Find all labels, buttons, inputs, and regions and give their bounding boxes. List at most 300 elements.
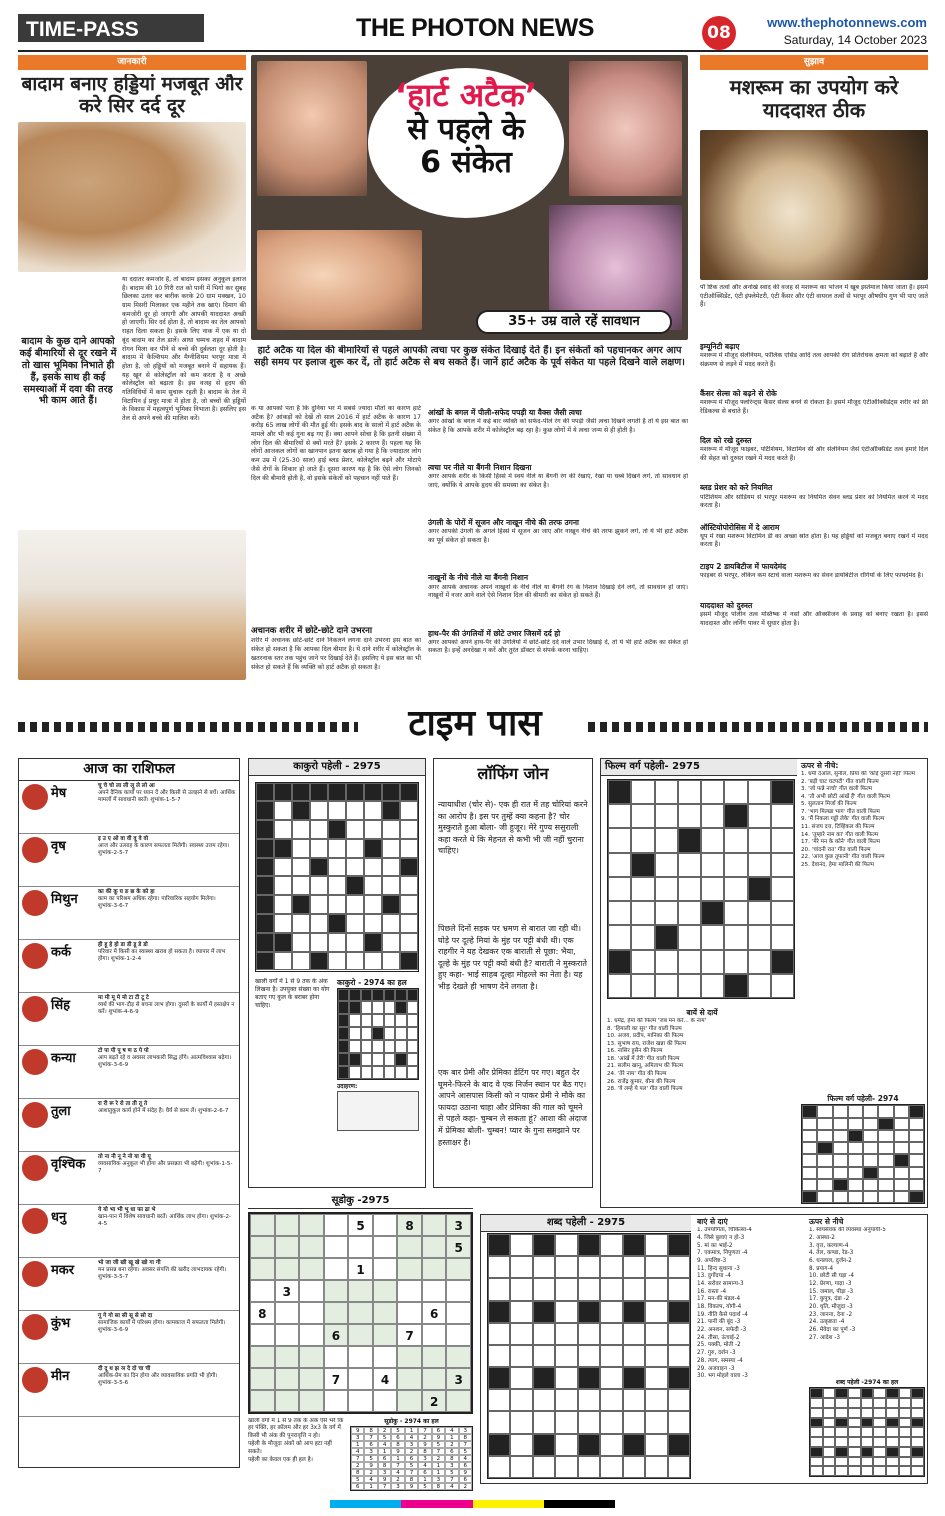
word-answer-cell[interactable] [899,1398,912,1408]
film-answer-cell[interactable] [802,1118,817,1130]
film-cell[interactable] [678,950,701,974]
film-cell[interactable] [771,877,794,901]
film-cell[interactable] [655,950,678,974]
kakuro-cell[interactable] [274,895,292,914]
sudoku-cell[interactable] [299,1302,324,1324]
film-answer-cell[interactable] [894,1179,909,1191]
sudoku-cell[interactable]: 8 [250,1302,275,1324]
kakuro-cell[interactable] [364,858,382,877]
film-cell[interactable] [771,901,794,925]
kakuro-cell[interactable] [328,858,346,877]
kakuro-answer-cell[interactable] [361,1053,372,1066]
word-answer-cell[interactable] [861,1408,874,1418]
film-cell[interactable] [748,828,771,852]
sudoku-cell[interactable] [324,1236,349,1258]
sudoku-cell[interactable]: 5 [446,1236,471,1258]
word-answer-cell[interactable] [835,1398,848,1408]
kakuro-cell[interactable] [328,801,346,820]
film-cell[interactable] [748,780,771,804]
film-answer-cell[interactable] [863,1154,878,1166]
kakuro-cell[interactable] [310,820,328,839]
kakuro-cell[interactable] [310,914,328,933]
film-answer-cell[interactable] [894,1118,909,1130]
word-answer-cell[interactable] [823,1418,836,1428]
word-answer-cell[interactable] [835,1457,848,1467]
sudoku-cell[interactable] [348,1302,373,1324]
sudoku-cell[interactable] [299,1346,324,1368]
film-cell[interactable] [748,853,771,877]
word-cell[interactable] [578,1389,600,1411]
word-cell[interactable] [668,1456,690,1478]
sudoku-cell[interactable] [446,1258,471,1280]
kakuro-cell[interactable] [310,933,328,952]
sudoku-cell[interactable] [250,1390,275,1412]
word-cell[interactable] [645,1411,667,1433]
word-answer-cell[interactable] [873,1408,886,1418]
film-cell[interactable] [608,974,631,998]
word-answer-cell[interactable] [823,1388,836,1398]
kakuro-cell[interactable] [310,801,328,820]
film-cell[interactable] [724,853,747,877]
word-answer-cell[interactable] [810,1457,823,1467]
word-answer-cell[interactable] [823,1427,836,1437]
film-cell[interactable] [724,925,747,949]
word-cell[interactable] [600,1411,622,1433]
word-answer-cell[interactable] [899,1388,912,1398]
word-cell[interactable] [668,1256,690,1278]
film-answer-cell[interactable] [894,1167,909,1179]
kakuro-cell[interactable] [364,876,382,895]
sudoku-cell[interactable] [324,1302,349,1324]
word-cell[interactable] [555,1278,577,1300]
kakuro-cell[interactable] [328,952,346,971]
film-cell[interactable] [701,974,724,998]
sudoku-cell[interactable] [324,1390,349,1412]
kakuro-cell[interactable] [310,895,328,914]
film-cell[interactable] [631,950,654,974]
film-cell[interactable] [701,925,724,949]
sudoku-cell[interactable] [373,1390,398,1412]
kakuro-answer-cell[interactable] [349,1066,360,1079]
sudoku-cell[interactable] [348,1280,373,1302]
sudoku-cell[interactable] [275,1390,300,1412]
word-answer-cell[interactable] [911,1427,924,1437]
word-cell[interactable] [510,1256,532,1278]
kakuro-cell[interactable] [274,876,292,895]
word-answer-cell[interactable] [823,1457,836,1467]
word-cell[interactable] [578,1456,600,1478]
film-answer-cell[interactable] [863,1105,878,1117]
kakuro-cell[interactable] [400,933,418,952]
kakuro-cell[interactable] [292,858,310,877]
sudoku-cell[interactable] [373,1236,398,1258]
film-cell[interactable] [631,877,654,901]
word-cell[interactable] [645,1301,667,1323]
film-answer-cell[interactable] [848,1154,863,1166]
word-cell[interactable] [623,1411,645,1433]
word-cell[interactable] [668,1389,690,1411]
kakuro-answer-cell[interactable] [395,1014,406,1027]
film-cell[interactable] [771,853,794,877]
film-cell[interactable] [678,974,701,998]
film-answer-cell[interactable] [909,1154,924,1166]
kakuro-cell[interactable] [274,914,292,933]
film-answer-cell[interactable] [863,1130,878,1142]
sudoku-cell[interactable]: 2 [422,1390,447,1412]
film-cell[interactable] [748,804,771,828]
word-cell[interactable] [533,1456,555,1478]
word-cell[interactable] [645,1434,667,1456]
kakuro-answer-cell[interactable] [395,1066,406,1079]
kakuro-answer-cell[interactable] [372,1066,383,1079]
film-cell[interactable] [701,877,724,901]
kakuro-answer-cell[interactable] [361,1014,372,1027]
word-cell[interactable] [533,1278,555,1300]
film-cell[interactable] [748,901,771,925]
sudoku-cell[interactable] [446,1280,471,1302]
word-cell[interactable] [555,1456,577,1478]
word-answer-cell[interactable] [899,1427,912,1437]
sudoku-cell[interactable] [422,1214,447,1236]
word-cell[interactable] [555,1411,577,1433]
kakuro-answer-cell[interactable] [372,1014,383,1027]
sudoku-cell[interactable]: 7 [397,1324,422,1346]
film-cell[interactable] [655,780,678,804]
kakuro-cell[interactable] [382,933,400,952]
film-answer-cell[interactable] [802,1179,817,1191]
kakuro-answer-cell[interactable] [407,1066,418,1079]
film-answer-cell[interactable] [833,1118,848,1130]
kakuro-answer-cell[interactable] [372,1001,383,1014]
word-answer-cell[interactable] [899,1437,912,1447]
word-cell[interactable] [555,1389,577,1411]
film-cell[interactable] [631,974,654,998]
film-answer-cell[interactable] [878,1191,893,1203]
film-answer-cell[interactable] [817,1130,832,1142]
word-cell[interactable] [600,1256,622,1278]
film-cell[interactable] [608,828,631,852]
sudoku-cell[interactable] [250,1346,275,1368]
sudoku-cell[interactable] [422,1236,447,1258]
word-cell[interactable] [600,1434,622,1456]
word-answer-cell[interactable] [810,1466,823,1476]
word-answer-cell[interactable] [861,1437,874,1447]
word-cell[interactable] [645,1278,667,1300]
word-answer-cell[interactable] [848,1437,861,1447]
sudoku-cell[interactable] [373,1258,398,1280]
word-cell[interactable] [578,1278,600,1300]
kakuro-cell[interactable] [346,914,364,933]
word-answer-cell[interactable] [823,1466,836,1476]
kakuro-answer-cell[interactable] [361,1027,372,1040]
sudoku-cell[interactable] [422,1324,447,1346]
kakuro-cell[interactable] [346,952,364,971]
sudoku-cell[interactable] [373,1302,398,1324]
word-answer-cell[interactable] [899,1447,912,1457]
kakuro-answer-cell[interactable] [384,1066,395,1079]
word-cell[interactable] [533,1389,555,1411]
film-answer-cell[interactable] [802,1154,817,1166]
sudoku-cell[interactable] [446,1390,471,1412]
film-answer-cell[interactable] [848,1167,863,1179]
kakuro-cell[interactable] [400,895,418,914]
word-cell[interactable] [488,1323,510,1345]
sudoku-cell[interactable] [275,1236,300,1258]
word-cell[interactable] [578,1256,600,1278]
sudoku-cell[interactable] [446,1302,471,1324]
film-cell[interactable] [724,828,747,852]
kakuro-cell[interactable] [328,895,346,914]
film-answer-cell[interactable] [863,1191,878,1203]
film-cell[interactable] [678,804,701,828]
word-cell[interactable] [510,1278,532,1300]
word-answer-cell[interactable] [899,1418,912,1428]
film-answer-cell[interactable] [817,1179,832,1191]
film-answer-cell[interactable] [878,1142,893,1154]
word-answer-cell[interactable] [848,1457,861,1467]
kakuro-answer-cell[interactable] [349,1040,360,1053]
word-cell[interactable] [555,1323,577,1345]
word-answer-cell[interactable] [886,1427,899,1437]
film-cell[interactable] [608,901,631,925]
kakuro-answer-cell[interactable] [349,1014,360,1027]
sudoku-cell[interactable] [250,1258,275,1280]
word-cell[interactable] [533,1345,555,1367]
kakuro-cell[interactable] [292,820,310,839]
word-cell[interactable] [645,1389,667,1411]
word-cell[interactable] [600,1367,622,1389]
sudoku-cell[interactable] [373,1214,398,1236]
sudoku-cell[interactable] [373,1280,398,1302]
word-answer-cell[interactable] [835,1437,848,1447]
word-cell[interactable] [510,1456,532,1478]
film-cell[interactable] [608,877,631,901]
word-answer-cell[interactable] [873,1447,886,1457]
word-answer-cell[interactable] [911,1457,924,1467]
film-answer-cell[interactable] [817,1191,832,1203]
kakuro-cell[interactable] [292,933,310,952]
sudoku-cell[interactable] [348,1324,373,1346]
film-answer-cell[interactable] [909,1130,924,1142]
film-answer-cell[interactable] [833,1130,848,1142]
website-link[interactable]: www.thephotonnews.com [767,15,927,30]
sudoku-cell[interactable] [397,1302,422,1324]
film-answer-cell[interactable] [848,1142,863,1154]
word-answer-cell[interactable] [861,1457,874,1467]
word-cell[interactable] [600,1301,622,1323]
film-answer-cell[interactable] [848,1118,863,1130]
sudoku-cell[interactable] [275,1214,300,1236]
sudoku-cell[interactable] [299,1368,324,1390]
sudoku-cell[interactable] [422,1258,447,1280]
sudoku-cell[interactable] [373,1346,398,1368]
word-cell[interactable] [600,1278,622,1300]
film-cell[interactable] [701,853,724,877]
word-answer-cell[interactable] [810,1427,823,1437]
kakuro-answer-cell[interactable] [384,1040,395,1053]
kakuro-answer-cell[interactable] [395,1027,406,1040]
word-answer-cell[interactable] [823,1437,836,1447]
film-answer-cell[interactable] [909,1179,924,1191]
sudoku-cell[interactable] [422,1280,447,1302]
word-cell[interactable] [488,1389,510,1411]
sudoku-cell[interactable]: 1 [348,1258,373,1280]
film-answer-cell[interactable] [894,1142,909,1154]
word-cell[interactable] [668,1323,690,1345]
kakuro-cell[interactable] [346,820,364,839]
sudoku-cell[interactable]: 3 [446,1214,471,1236]
word-cell[interactable] [555,1234,577,1256]
kakuro-cell[interactable] [382,820,400,839]
kakuro-cell[interactable] [400,820,418,839]
film-answer-cell[interactable] [878,1167,893,1179]
film-cell[interactable] [655,828,678,852]
sudoku-cell[interactable] [348,1390,373,1412]
word-cell[interactable] [645,1345,667,1367]
word-answer-cell[interactable] [911,1466,924,1476]
sudoku-cell[interactable] [275,1258,300,1280]
word-cell[interactable] [623,1256,645,1278]
film-cell[interactable] [701,804,724,828]
kakuro-cell[interactable] [346,839,364,858]
film-answer-cell[interactable] [848,1191,863,1203]
word-cell[interactable] [510,1345,532,1367]
word-cell[interactable] [668,1345,690,1367]
word-answer-cell[interactable] [899,1466,912,1476]
film-cell[interactable] [771,804,794,828]
word-answer-cell[interactable] [861,1466,874,1476]
word-cell[interactable] [488,1345,510,1367]
word-cell[interactable] [510,1323,532,1345]
film-answer-cell[interactable] [878,1179,893,1191]
kakuro-cell[interactable] [274,858,292,877]
sudoku-cell[interactable]: 8 [397,1214,422,1236]
film-cell[interactable] [771,828,794,852]
kakuro-cell[interactable] [292,839,310,858]
word-cell[interactable] [555,1367,577,1389]
word-cell[interactable] [623,1456,645,1478]
kakuro-cell[interactable] [364,820,382,839]
word-cell[interactable] [623,1323,645,1345]
film-answer-cell[interactable] [863,1118,878,1130]
film-cell[interactable] [608,925,631,949]
kakuro-cell[interactable] [364,801,382,820]
film-answer-cell[interactable] [802,1142,817,1154]
kakuro-cell[interactable] [382,914,400,933]
film-cell[interactable] [655,974,678,998]
kakuro-cell[interactable] [292,952,310,971]
word-cell[interactable] [488,1411,510,1433]
kakuro-cell[interactable] [346,858,364,877]
film-answer-cell[interactable] [817,1154,832,1166]
film-cell[interactable] [655,804,678,828]
kakuro-answer-cell[interactable] [407,1053,418,1066]
kakuro-cell[interactable] [346,933,364,952]
sudoku-cell[interactable]: 3 [275,1280,300,1302]
word-answer-cell[interactable] [823,1408,836,1418]
sudoku-cell[interactable] [275,1346,300,1368]
film-answer-cell[interactable] [833,1142,848,1154]
film-cell[interactable] [631,828,654,852]
sudoku-cell[interactable] [299,1324,324,1346]
word-answer-cell[interactable] [861,1427,874,1437]
sudoku-cell[interactable] [250,1280,275,1302]
word-cell[interactable] [510,1411,532,1433]
kakuro-cell[interactable] [292,876,310,895]
kakuro-answer-cell[interactable] [372,1040,383,1053]
sudoku-cell[interactable] [324,1214,349,1236]
kakuro-cell[interactable] [328,933,346,952]
kakuro-cell[interactable] [274,801,292,820]
sudoku-cell[interactable]: 6 [324,1324,349,1346]
word-answer-cell[interactable] [848,1408,861,1418]
word-answer-cell[interactable] [848,1388,861,1398]
kakuro-answer-cell[interactable] [407,1027,418,1040]
film-cell[interactable] [631,901,654,925]
word-cell[interactable] [600,1345,622,1367]
word-cell[interactable] [600,1456,622,1478]
sudoku-cell[interactable] [250,1236,275,1258]
word-cell[interactable] [510,1367,532,1389]
kakuro-answer-cell[interactable] [361,1040,372,1053]
film-cell[interactable] [608,804,631,828]
kakuro-cell[interactable] [382,839,400,858]
sudoku-cell[interactable] [324,1346,349,1368]
film-answer-cell[interactable] [863,1179,878,1191]
word-answer-cell[interactable] [835,1466,848,1476]
kakuro-answer-cell[interactable] [384,1053,395,1066]
sudoku-cell[interactable] [348,1236,373,1258]
word-cell[interactable] [600,1234,622,1256]
film-cell[interactable] [631,925,654,949]
kakuro-cell[interactable] [364,914,382,933]
word-cell[interactable] [668,1278,690,1300]
word-cell[interactable] [623,1345,645,1367]
word-cell[interactable] [623,1389,645,1411]
film-cell[interactable] [631,804,654,828]
film-answer-cell[interactable] [817,1105,832,1117]
word-answer-cell[interactable] [848,1398,861,1408]
word-answer-cell[interactable] [899,1408,912,1418]
film-cell[interactable] [748,950,771,974]
film-cell[interactable] [655,877,678,901]
film-cell[interactable] [678,901,701,925]
film-answer-cell[interactable] [878,1130,893,1142]
kakuro-answer-cell[interactable] [361,1066,372,1079]
word-cell[interactable] [510,1389,532,1411]
word-answer-cell[interactable] [911,1398,924,1408]
sudoku-cell[interactable]: 4 [373,1368,398,1390]
word-answer-cell[interactable] [835,1427,848,1437]
kakuro-cell[interactable] [364,895,382,914]
word-cell[interactable] [600,1389,622,1411]
kakuro-answer-cell[interactable] [349,1027,360,1040]
sudoku-cell[interactable] [324,1258,349,1280]
word-answer-cell[interactable] [886,1408,899,1418]
sudoku-cell[interactable] [299,1390,324,1412]
kakuro-cell[interactable] [400,876,418,895]
word-answer-cell[interactable] [810,1437,823,1447]
film-answer-cell[interactable] [833,1191,848,1203]
word-answer-cell[interactable] [873,1398,886,1408]
sudoku-cell[interactable] [397,1258,422,1280]
film-cell[interactable] [771,925,794,949]
sudoku-cell[interactable] [299,1280,324,1302]
film-cell[interactable] [678,780,701,804]
kakuro-answer-cell[interactable] [407,1014,418,1027]
word-answer-cell[interactable] [886,1466,899,1476]
film-cell[interactable] [701,950,724,974]
